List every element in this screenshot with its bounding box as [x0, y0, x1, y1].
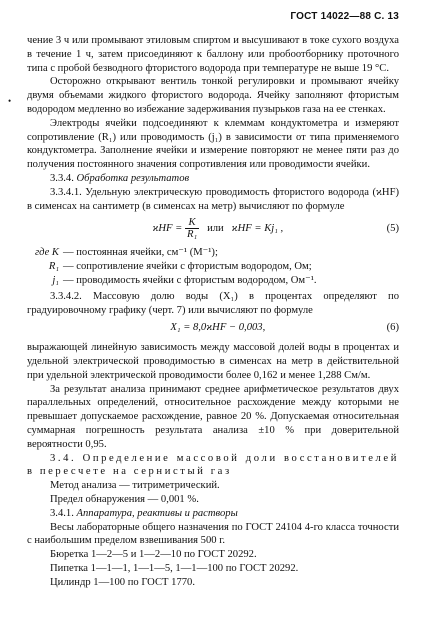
burette-line: Бюретка 1—2—5 и 1—2—10 по ГОСТ 20292. — [50, 549, 257, 561]
cylinder-line: Цилиндр 1—100 по ГОСТ 1770. — [50, 576, 195, 588]
definition-row — [27, 246, 399, 260]
section-3-4-heading: 3.4. Определение массовой доли восстановителей в пересчете на сернистый газ — [27, 452, 399, 478]
method-line: Метод анализа — титриметрический. — [50, 480, 220, 492]
formula-5-numerator: K — [185, 217, 199, 229]
section-title: Обработка результатов — [76, 172, 190, 184]
paragraph-1: чение 3 ч или промывают этиловым спиртом и высушивают в токе сухого воздуха в течение 1 ч, затем присоединяют к баллону или пробоотборнику проточного типа с пробой безводного фтористого водорода при температуре не выше 19 °С. — [27, 35, 399, 74]
formula-5-or: или — [207, 223, 224, 235]
paragraph-2: Осторожно открывают вентиль тонкой регулировки и промывают ячейку двумя объемами жидкого фтористого водорода. Ячейку заполняют фтористым водородом медленно во избежание задерживания пузырьков газа на ее стенках. — [27, 76, 399, 115]
definition-row — [27, 274, 399, 288]
definition-symbol: j₁ — [52, 274, 59, 286]
paragraph-3-3-4-2: 3.3.4.2. Массовую долю воды (X₁) в процентах определяют по градуировочному графику (черт. 7) или вычисляют по формуле — [27, 290, 399, 316]
definition-text: — постоянная ячейки, см⁻¹ (М⁻¹); — [63, 247, 218, 259]
page-header: ГОСТ 14022—88 С. 13 — [290, 11, 399, 22]
formula-5-number: (5) — [386, 222, 399, 234]
paragraph-3: Электроды ячейки подсоединяют к клеммам кондуктометра и измеряют сопротивление (R₁) или проводимость (j₁) в зависимости от типа применяемого кондуктометра. Заполнение ячейки и измерение повторяют не менее пяти раз до получения постоянного значения сопротивления или проводимости ячейки. — [27, 117, 399, 171]
formula-5-rhs: ϰHF = Kj₁ , — [231, 223, 284, 235]
section-number: 3.4.1. — [50, 507, 74, 519]
section-3-3-4-heading — [27, 172, 399, 186]
definition-row — [27, 260, 399, 274]
definition-symbol: R₁ — [48, 261, 59, 273]
formula-6 — [27, 321, 399, 335]
section-title: Аппаратура, реактивы и растворы — [76, 507, 238, 519]
definitions-list — [27, 246, 399, 287]
section-number: 3.3.4. — [50, 172, 74, 184]
scales-line: Весы лабораторные общего назначения по ГОСТ 24104 4-го класса точности с наибольшим пределом взвешивания 500 г. — [27, 521, 399, 547]
definition-text: — сопротивление ячейки с фтористым водородом, Ом; — [63, 261, 312, 273]
formula-5-expression — [49, 217, 387, 240]
definition-symbol: где K — [34, 247, 59, 259]
formula-6-number: (6) — [386, 322, 399, 334]
section-3-4-1-heading — [27, 507, 399, 521]
formula-5 — [27, 217, 399, 240]
paragraph-4: выражающей линейную зависимость между массовой долей воды в процентах и удельной электрической проводимостью в сименсах на метр в действительной при удельной электрической проводимости более 0,162 и менее 1,288 См/м. — [27, 342, 399, 381]
formula-5-lhs: ϰHF = — [152, 223, 183, 235]
formula-5-fraction — [185, 217, 199, 240]
paragraph-5: За результат анализа принимают среднее арифметическое результатов двух параллельных определений, относительное расхождение между которыми не превышает допускаемое расхождение, равное 20 %. Допускаемая относительная суммарная погрешность результата анализа ±10 % при доверительной вероятности 0,95. — [27, 383, 399, 450]
limit-line: Предел обнаружения — 0,001 %. — [50, 493, 199, 505]
definition-text: — проводимость ячейки с фтористым водородом, Ом⁻¹. — [63, 274, 317, 286]
pipette-line: Пипетка 1—1—1, 1—1—5, 1—1—100 по ГОСТ 20292. — [50, 562, 299, 574]
paragraph-3-3-4-1: 3.3.4.1. Удельную электрическую проводимость фтористого водорода (ϰHF) в сименсах на сантиметр (в сименсах на метр) вычисляют по формуле — [27, 186, 399, 212]
formula-5-denominator: R₁ — [186, 229, 198, 241]
margin-mark: • — [8, 96, 12, 106]
formula-6-expression: X₁ = 8,0ϰHF − 0,003, — [170, 322, 266, 334]
